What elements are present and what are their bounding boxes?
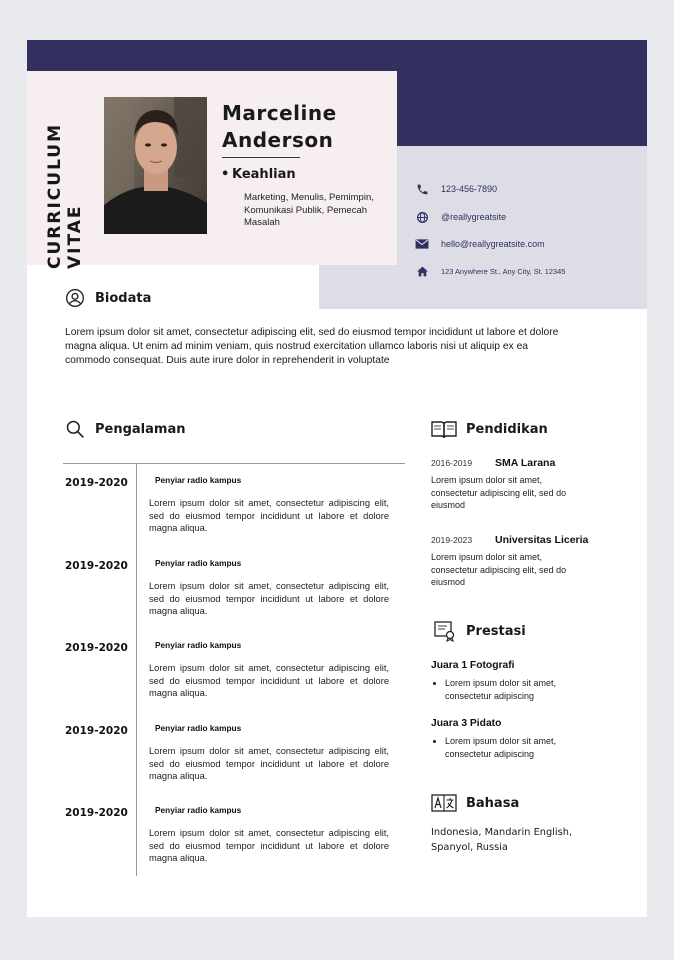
biodata-text: Lorem ipsum dolor sit amet, consectetur adipiscing elit, sed do eiusmod tempor incididunt ut labore et dolore magna aliqua. Ut enim ad minim veniam, quis nostrud exercitation ullamco laboris nisi ut aliquip ex ea commodo consequat. Duis aute irure dolor in reprehenderit in voluptate (65, 327, 559, 366)
experience-item (27, 642, 407, 722)
translate-icon (431, 792, 457, 814)
experience-divider (63, 463, 405, 464)
skills-heading: • Keahlian (232, 167, 296, 182)
email-text[interactable]: hello@reallygreatsite.com (441, 239, 545, 249)
name-first: Marceline (222, 101, 337, 125)
user-circle-icon (64, 287, 86, 309)
experience-desc: Lorem ipsum dolor sit amet, consectetur adipiscing elit, sed do eiusmod tempor incididunt ut labore et dolore magna aliqua. (149, 581, 389, 616)
skills-text: Marketing, Menulis, Pemimpin, Komunikasi Publik, Pemecah Masalah (244, 192, 374, 228)
achievement-desc: • Lorem ipsum dolor sit amet, consectetur adipiscing (445, 735, 591, 760)
experience-desc: Lorem ipsum dolor sit amet, consectetur adipiscing elit, sed do eiusmod tempor incididunt ut labore et dolore magna aliqua. (149, 498, 389, 533)
biodata-header (64, 287, 151, 309)
achievement-item (431, 718, 591, 760)
achievement-list (431, 677, 591, 702)
certificate-icon (431, 620, 457, 642)
experience-item (27, 807, 407, 887)
experience-year: 2019-2020 (65, 807, 128, 819)
education-title: Pendidikan (466, 421, 548, 437)
cv-title-line2: VITAE (65, 204, 85, 269)
experience-item (27, 477, 407, 557)
address-text: 123 Anywhere St., Any City, St. 12345 (441, 266, 566, 276)
person-name (222, 100, 337, 154)
contact-phone (415, 181, 497, 197)
achievement-title: Juara 1 Fotografi (431, 660, 515, 671)
portrait-image (104, 97, 207, 234)
profile-photo (104, 97, 207, 234)
experience-role: Penyiar radio kampus (155, 805, 242, 815)
education-years: 2016-2019 (431, 458, 473, 468)
achievement-item (431, 660, 591, 702)
experience-item (27, 560, 407, 640)
achievement-desc: • Lorem ipsum dolor sit amet, consectetur adipiscing (445, 677, 591, 702)
achievement-title: Juara 3 Pidato (431, 718, 502, 729)
education-desc: Lorem ipsum dolor sit amet, consectetur adipiscing elit, sed do eiusmod (431, 552, 567, 587)
contact-email (415, 236, 545, 252)
languages-text: Indonesia, Mandarin English, Spanyol, Russia (431, 827, 573, 853)
experience-desc: Lorem ipsum dolor sit amet, consectetur adipiscing elit, sed do eiusmod tempor incididunt ut labore et dolore magna aliqua. (149, 746, 389, 781)
contact-address (415, 263, 565, 279)
experience-desc: Lorem ipsum dolor sit amet, consectetur adipiscing elit, sed do eiusmod tempor incididunt ut labore et dolore magna aliqua. (149, 828, 389, 863)
cv-title (45, 119, 85, 269)
education-years: 2019-2023 (431, 535, 473, 545)
hero-panel (27, 71, 397, 269)
biodata-title: Biodata (95, 290, 152, 306)
education-header (431, 418, 548, 440)
experience-year: 2019-2020 (65, 560, 128, 572)
experience-item (27, 725, 407, 805)
experience-role: Penyiar radio kampus (155, 640, 242, 650)
phone-text: 123-456-7890 (441, 184, 498, 194)
website-text[interactable]: @reallygreatsite (441, 212, 507, 222)
contact-website (415, 209, 506, 225)
experience-header (64, 418, 185, 440)
education-school: Universitas Liceria (495, 534, 589, 546)
achievements-header (431, 620, 526, 642)
experience-year: 2019-2020 (65, 725, 128, 737)
name-last: Anderson (222, 128, 334, 152)
experience-year: 2019-2020 (65, 642, 128, 654)
book-icon (431, 418, 457, 440)
experience-title: Pengalaman (95, 421, 186, 437)
experience-role: Penyiar radio kampus (155, 723, 242, 733)
achievements-title: Prestasi (466, 623, 526, 639)
phone-icon (415, 182, 429, 196)
home-icon (415, 264, 429, 278)
search-icon (64, 418, 86, 440)
education-desc: Lorem ipsum dolor sit amet, consectetur adipiscing elit, sed do eiusmod (431, 475, 567, 510)
achievement-list (431, 735, 591, 760)
languages-header (431, 792, 519, 814)
globe-icon (415, 210, 429, 224)
name-divider (222, 157, 300, 158)
experience-role: Penyiar radio kampus (155, 558, 242, 568)
education-school: SMA Larana (495, 457, 556, 469)
mail-icon (415, 237, 429, 251)
resume-page (27, 40, 647, 917)
experience-role: Penyiar radio kampus (155, 475, 242, 485)
languages-title: Bahasa (466, 795, 520, 811)
experience-year: 2019-2020 (65, 477, 128, 489)
experience-desc: Lorem ipsum dolor sit amet, consectetur adipiscing elit, sed do eiusmod tempor incididunt ut labore et dolore magna aliqua. (149, 663, 389, 698)
cv-title-line1: CURRICULUM (45, 122, 65, 269)
